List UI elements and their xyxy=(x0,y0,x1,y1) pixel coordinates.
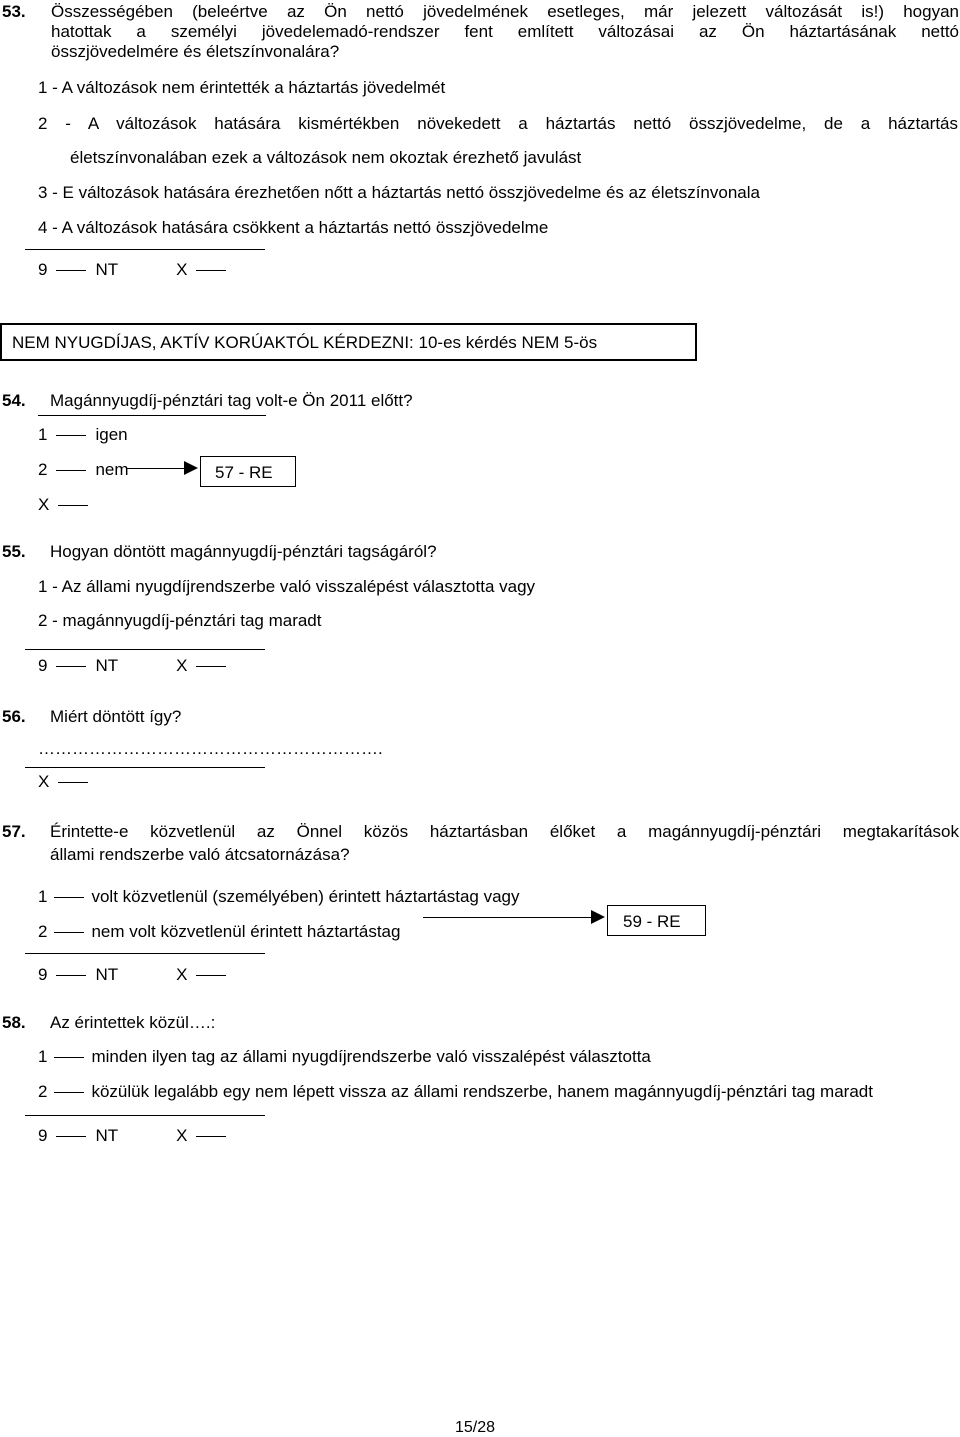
q57-option-2-code: 2 xyxy=(38,922,48,941)
q57-codes xyxy=(38,965,235,985)
q53-option-2-line2: életszínvonalában ezek a változások nem okoztak érezhető javulást xyxy=(70,148,582,167)
q57-option-1-code: 1 xyxy=(38,887,48,906)
q57-jump-label: 59 - RE xyxy=(623,912,681,931)
q55-separator xyxy=(25,649,265,650)
q54-option-1-label: igen xyxy=(95,425,128,444)
q53-text-line3: összjövedelmére és életszínvonalára? xyxy=(51,42,340,61)
code-nine[interactable]: 9 xyxy=(38,965,48,984)
q54-option-2-code: 2 xyxy=(38,460,48,479)
q57-option-1[interactable] xyxy=(38,887,520,907)
code-nt[interactable]: NT xyxy=(95,656,119,675)
q57-option-1-label: volt közvetlenül (személyében) érintett háztartástag vagy xyxy=(91,887,520,906)
q58-text: Az érintettek közül….: xyxy=(50,1013,216,1032)
q53-separator xyxy=(25,249,265,250)
q54-option-x-code: X xyxy=(38,495,50,514)
q54-option-2-label: nem xyxy=(95,460,129,479)
q58-option-2[interactable] xyxy=(38,1082,873,1102)
q53-option-3[interactable]: 3 - E változások hatására érezhetően nőtt a háztartás nettó összjövedelme és az életszínvonala xyxy=(38,183,760,202)
q58-option-1-label: minden ilyen tag az állami nyugdíjrendszerbe való visszalépést választotta xyxy=(91,1047,651,1066)
q56-option-x[interactable] xyxy=(38,772,97,792)
q56-answer-dots[interactable]: ……………………………………………………. xyxy=(38,739,383,758)
q53-codes xyxy=(38,260,235,280)
q54-arrow-line xyxy=(126,468,186,469)
q54-option-2[interactable] xyxy=(38,460,129,480)
code-nine[interactable]: 9 xyxy=(38,656,48,675)
code-nine[interactable]: 9 xyxy=(38,260,48,279)
q55-option-2[interactable]: 2 - magánnyugdíj-pénztári tag maradt xyxy=(38,611,322,630)
q55-option-1[interactable]: 1 - Az állami nyugdíjrendszerbe való visszalépést választotta vagy xyxy=(38,577,536,596)
q58-option-2-code: 2 xyxy=(38,1082,48,1101)
q54-text: Magánnyugdíj-pénztári tag volt-e Ön 2011 előtt? xyxy=(50,391,413,410)
code-nine[interactable]: 9 xyxy=(38,1126,48,1145)
q54-option-1[interactable] xyxy=(38,425,128,445)
q56-text: Miért döntött így? xyxy=(50,707,182,726)
code-x[interactable]: X xyxy=(176,260,188,279)
arrow-right-icon xyxy=(184,461,198,475)
q57-text-line2: állami rendszerbe való átcsatornázása? xyxy=(50,845,350,864)
q54-jump-label: 57 - RE xyxy=(215,463,273,482)
page-number: 15/28 xyxy=(455,1419,496,1436)
q54-option-x[interactable] xyxy=(38,495,97,515)
q53-option-1[interactable]: 1 - A változások nem érintették a háztartás jövedelmét xyxy=(38,78,446,97)
q55-text: Hogyan döntött magánnyugdíj-pénztári tagságáról? xyxy=(50,542,437,561)
q58-option-2-label: közülük legalább egy nem lépett vissza az állami rendszerbe, hanem magánnyugdíj-pénztári tag maradt xyxy=(91,1082,873,1101)
q58-separator xyxy=(25,1115,265,1116)
q54-option-1-code: 1 xyxy=(38,425,48,444)
q56-option-x-code: X xyxy=(38,772,50,791)
q57-option-2[interactable] xyxy=(38,922,400,942)
q54-number: 54. xyxy=(2,391,26,410)
code-nt[interactable]: NT xyxy=(95,965,119,984)
q58-option-1-code: 1 xyxy=(38,1047,48,1066)
q57-separator xyxy=(25,953,265,954)
code-nt[interactable]: NT xyxy=(95,260,119,279)
code-nt[interactable]: NT xyxy=(95,1126,119,1145)
q57-text-line1: Érintette-e közvetlenül az Önnel közös háztartásban élőket a magánnyugdíj-pénztári megtakarítások xyxy=(50,822,959,841)
code-x[interactable]: X xyxy=(176,656,188,675)
code-x[interactable]: X xyxy=(176,1126,188,1145)
q53-text-line2: hatottak a személyi jövedelemadó-rendszer fent említett változásai az Ön háztartásának nettó xyxy=(51,22,959,41)
q57-number: 57. xyxy=(2,822,26,841)
q56-number: 56. xyxy=(2,707,26,726)
filter-instruction-text: NEM NYUGDÍJAS, AKTÍV KORÚAKTÓL KÉRDEZNI: 10-es kérdés NEM 5-ös xyxy=(12,333,598,352)
code-x[interactable]: X xyxy=(176,965,188,984)
q54-separator xyxy=(38,415,266,416)
q53-option-4[interactable]: 4 - A változások hatására csökkent a háztartás nettó összjövedelme xyxy=(38,218,549,237)
q57-option-2-label: nem volt közvetlenül érintett háztartástag xyxy=(91,922,401,941)
q53-number: 53. xyxy=(2,2,26,21)
q58-option-1[interactable] xyxy=(38,1047,651,1067)
q58-number: 58. xyxy=(2,1013,26,1032)
q56-separator xyxy=(25,767,265,768)
q55-number: 55. xyxy=(2,542,26,561)
q53-option-2-line1[interactable]: 2 - A változások hatására kismértékben növekedett a háztartás nettó összjövedelme, de a háztartás xyxy=(38,114,958,133)
arrow-right-icon xyxy=(591,910,605,924)
q58-codes xyxy=(38,1126,235,1146)
q57-arrow-line xyxy=(423,917,593,918)
q55-codes xyxy=(38,656,235,676)
q53-text-line1: Összességében (beleértve az Ön nettó jövedelmének esetleges, már jelezett változását is!) hogyan xyxy=(51,2,959,21)
